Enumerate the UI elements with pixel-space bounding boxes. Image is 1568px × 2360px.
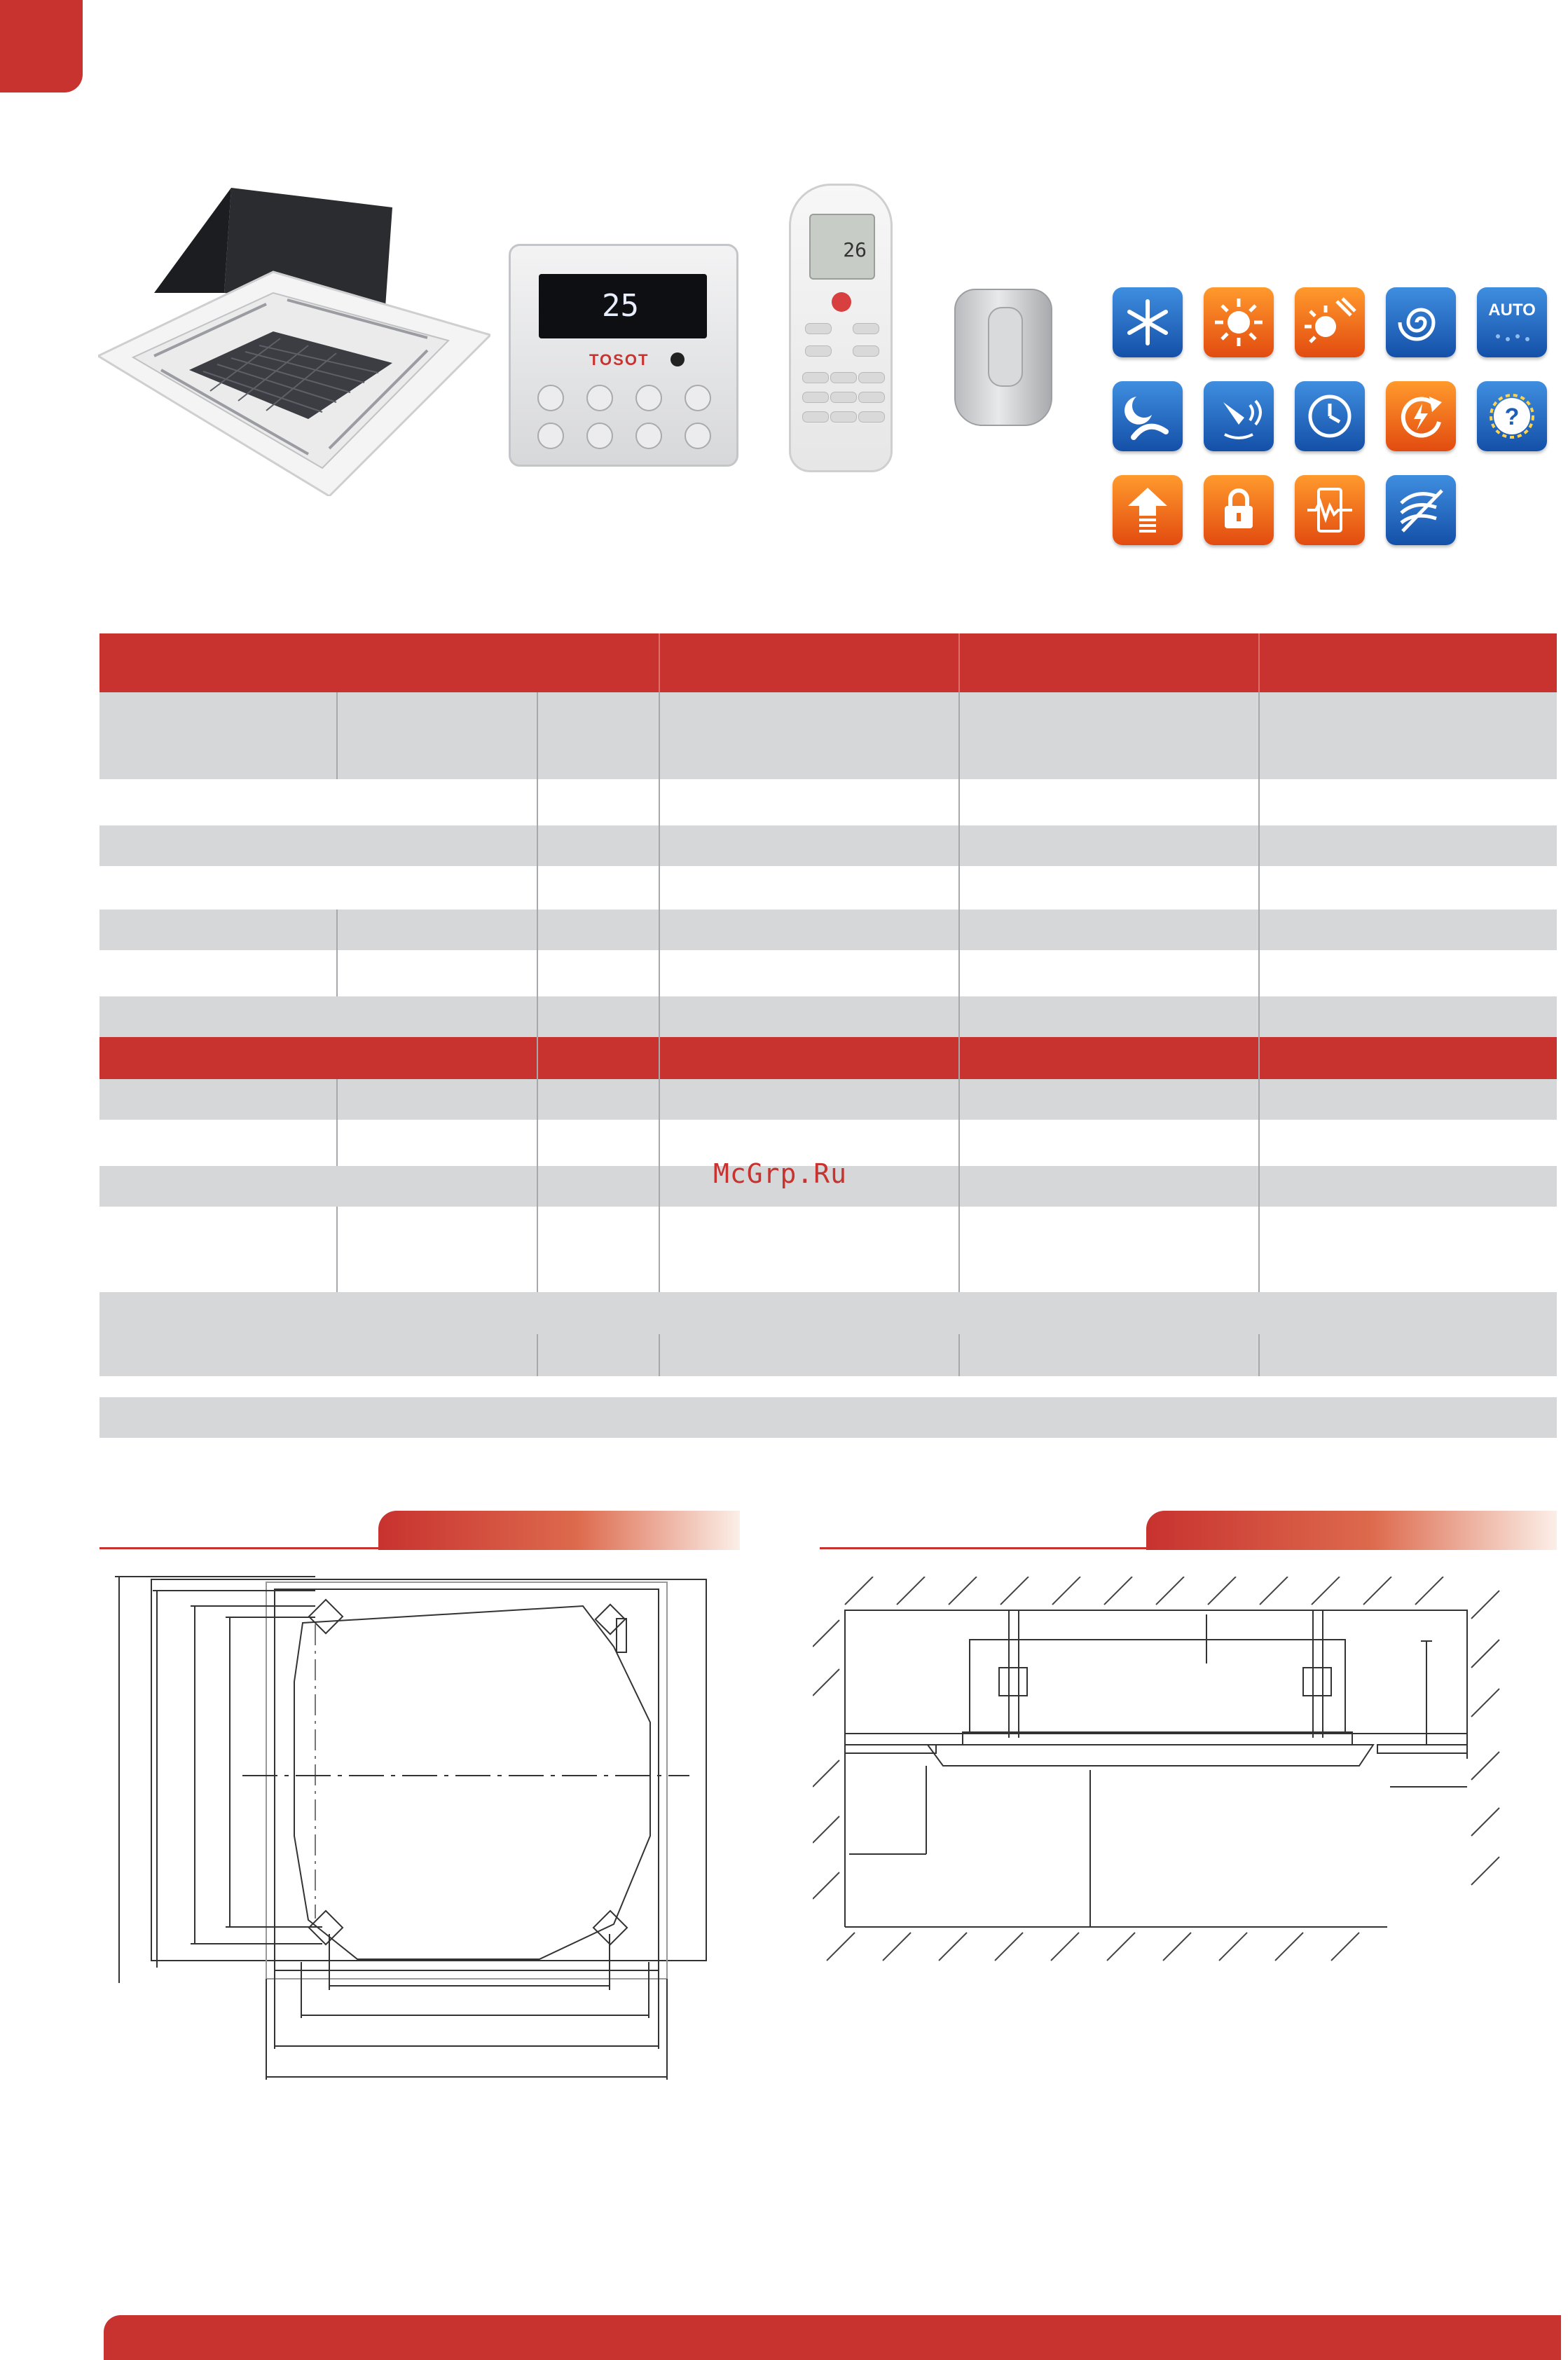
remote-key [830,411,857,423]
table-header-divider [1258,633,1260,692]
controller-button [586,385,613,411]
table-header-divider [659,633,660,692]
table-row [99,1292,1557,1334]
remote-key [853,323,879,334]
watermark-text: McGrp.Ru [713,1158,848,1189]
remote-key [802,372,829,383]
table-row [99,996,1557,1037]
controller-button [586,423,613,449]
remote-key [802,411,829,423]
table-divider [336,1207,338,1292]
installation-section-tab [1146,1511,1557,1550]
page-corner-tab [0,0,83,92]
table-row [99,825,1557,866]
remote-holder-slot [988,307,1023,387]
remote-key [802,392,829,403]
table-row [99,910,1557,950]
cooling-icon [1113,287,1183,357]
controller-brand-label: TOSOT [589,351,649,369]
remote-key [858,392,885,403]
wired-controller-image [509,244,738,467]
cassette-unit-image [98,188,490,496]
table-row [99,1079,1557,1120]
controller-button [685,423,711,449]
lock-icon [1204,475,1274,545]
controller-button [537,423,564,449]
unit-dimension-drawing [105,1570,708,2134]
remote-key [805,323,832,334]
remote-key [858,411,885,423]
table-row [99,1334,1557,1376]
controller-display [539,274,707,338]
controller-display-temp: 25 [602,288,639,324]
controller-indicator [670,352,685,366]
table-row [99,692,1557,779]
remote-holder-image [954,289,1052,426]
page-footer-bar [104,2315,1561,2360]
remote-key [858,372,885,383]
controller-button [635,423,662,449]
timer-icon [1295,381,1365,451]
controller-button [537,385,564,411]
auto-restart-icon [1386,381,1456,451]
table-row [99,1397,1557,1438]
remote-key [830,392,857,403]
remote-display-temp: 26 [843,238,867,261]
auto-mode-icon [1477,287,1547,357]
svg-text:?: ? [1504,404,1520,430]
self-diagnosis-icon [1477,381,1547,451]
heating-plus-icon [1295,287,1365,357]
installation-clearance-drawing [813,1577,1513,2071]
remote-key [853,345,879,357]
dimensions-section-tab [378,1511,740,1550]
dimensions-section-line [99,1547,380,1549]
table-divider [336,910,338,996]
swing-icon [1204,381,1274,451]
installation-section-line [820,1547,1149,1549]
table-divider [336,1079,338,1166]
feature-icons-grid [1113,287,1536,554]
table-header-row [99,633,1557,692]
remote-display [809,214,875,280]
remote-control-image [789,184,893,472]
pump-icon [1113,475,1183,545]
sleep-mode-icon [1113,381,1183,451]
heating-icon [1204,287,1274,357]
spec-table [99,633,1557,1438]
dry-mode-icon [1386,287,1456,357]
remote-key [805,345,832,357]
turbo-icon [1386,475,1456,545]
anti-cold-air-icon [1295,475,1365,545]
controller-button [635,385,662,411]
remote-power-key [832,292,851,312]
svg-text:AUTO: AUTO [1488,301,1536,320]
table-divider [336,692,338,779]
table-section-row [99,1037,1557,1079]
remote-key [830,372,857,383]
table-header-divider [958,633,960,692]
controller-button [685,385,711,411]
